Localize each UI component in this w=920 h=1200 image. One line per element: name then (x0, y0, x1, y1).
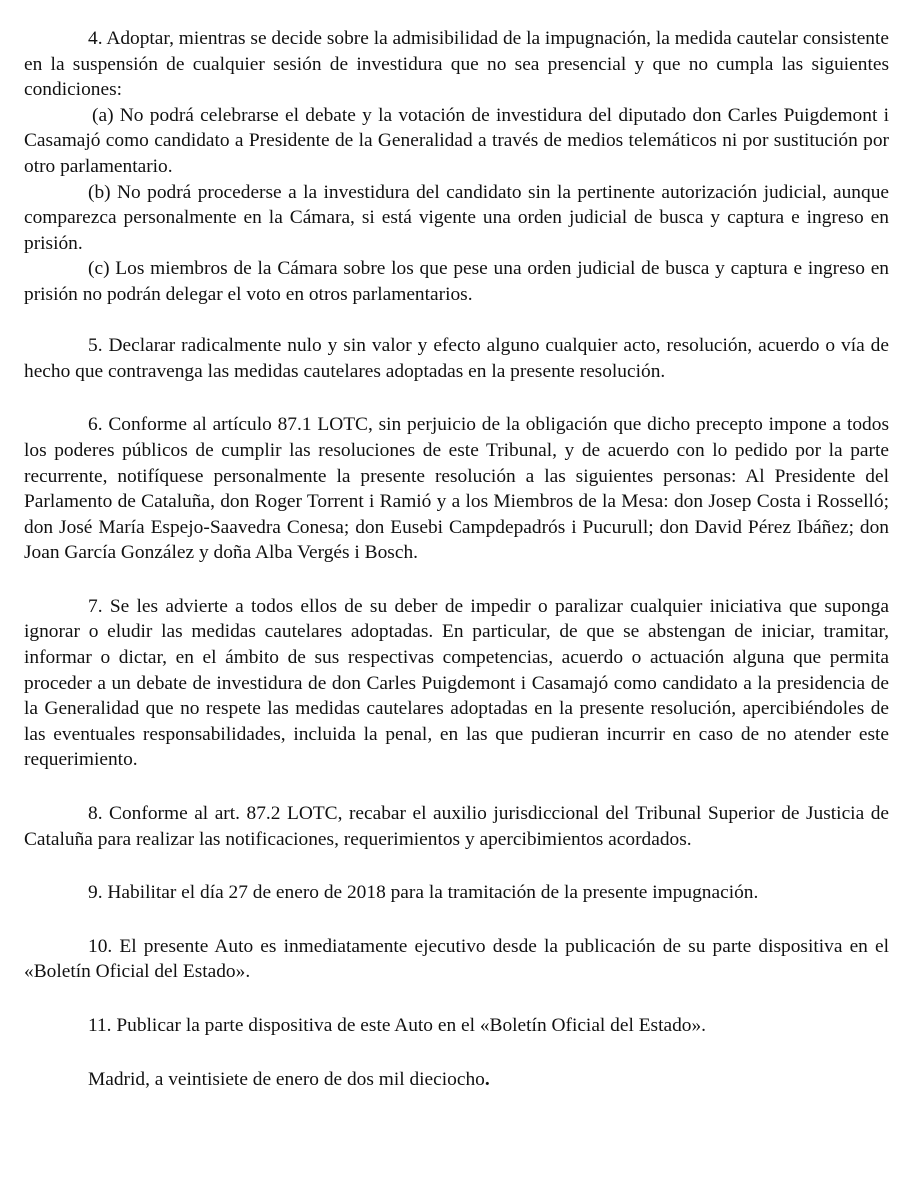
paragraph-4: 4. Adoptar, mientras se decide sobre la admisibilidad de la impugnación, la medida cautelar consistente en la suspensión de cualquier sesión de investidura que no sea presencial y que no cumpla las siguientes condiciones: (24, 28, 889, 101)
signature-date: veintisiete de enero de dos mil dieciocho (168, 1068, 485, 1090)
subitem-a: (a) No podrá celebrarse el debate y la votación de investidura del diputado don Carles Puigdemont i Casamajó como candidato a Presidente de la Generalidad a través de medios telemáticos ni por sustitución por otro parlamentario. (24, 104, 889, 177)
signature-place: Madrid, a (88, 1068, 169, 1090)
paragraph-spacer (24, 308, 889, 334)
paragraph-5: 5. Declarar radicalmente nulo y sin valor y efecto alguno cualquier acto, resolución, acuerdo o vía de hecho que contravenga las medidas cautelares adoptadas en la presente resolución. (24, 335, 889, 382)
paragraph-9: 9. Habilitar el día 27 de enero de 2018 para la tramitación de la presente impugnación. (88, 882, 759, 904)
paragraph-spacer (24, 852, 889, 880)
paragraph-7: 7. Se les advierte a todos ellos de su deber de impedir o paralizar cualquier iniciativa que suponga ignorar o eludir las medidas cautelares adoptadas. En particular, de que se abstengan de iniciar, tramitar, informar o dictar, en el ámbito de sus respectivas competencias, acuerdo o actuación alguna que permita proceder a un debate de investidura de don Carles Puigdemont i Casamajó como candidato a la presidencia de la Generalidad que no respete las medidas cautelares adoptadas en la presente resolución, apercibiéndoles de las eventuales responsabilidades, incluida la penal, en las que pudieran incurrir en caso de no atender este requerimiento. (24, 595, 889, 771)
subitem-b: (b) No podrá procederse a la investidura del candidato sin la pertinente autorización judicial, aunque comparezca personalmente en la Cámara, si está vigente una orden judicial de busca y captura e ingreso en prisión. (24, 181, 889, 254)
paragraph-spacer (24, 985, 889, 1013)
paragraph-spacer (24, 773, 889, 801)
signature-line (24, 1067, 889, 1093)
document-body (24, 26, 889, 1092)
paragraph-11: 11. Publicar la parte dispositiva de este Auto en el «Boletín Oficial del Estado». (88, 1015, 707, 1036)
paragraph-spacer (24, 906, 889, 934)
paragraph-6: 6. Conforme al artículo 87.1 LOTC, sin perjuicio de la obligación que dicho precepto impone a todos los poderes públicos de cumplir las resoluciones de este Tribunal, y de acuerdo con lo pedido por la parte recurrente, notifíquese personalmente la presente resolución a las siguientes personas: Al Presidente del Parlamento de Cataluña, don Roger Torrent i Ramió y a los Miembros de la Mesa: don Josep Costa i Rosselló; don José María Espejo-Saavedra Conesa; don Eusebi Campdepadrós i Pucurull; don David Pérez Ibáñez; don Joan García González y doña Alba Vergés i Bosch. (24, 414, 889, 564)
paragraph-8: 8. Conforme al art. 87.2 LOTC, recabar el auxilio jurisdiccional del Tribunal Superior de Justicia de Cataluña para realizar las notificaciones, requerimientos y apercibimientos acordados. (24, 803, 889, 850)
subitem-c: (c) Los miembros de la Cámara sobre los que pese una orden judicial de busca y captura e ingreso en prisión no podrán delegar el voto en otros parlamentarios. (24, 258, 889, 305)
paragraph-spacer (24, 566, 889, 594)
paragraph-10: 10. El presente Auto es inmediatamente ejecutivo desde la publicación de su parte dispositiva en el «Boletín Oficial del Estado». (24, 935, 889, 983)
paragraph-spacer (24, 384, 889, 412)
paragraph-spacer (24, 1039, 889, 1067)
signature-end-mark: . (484, 1068, 490, 1090)
